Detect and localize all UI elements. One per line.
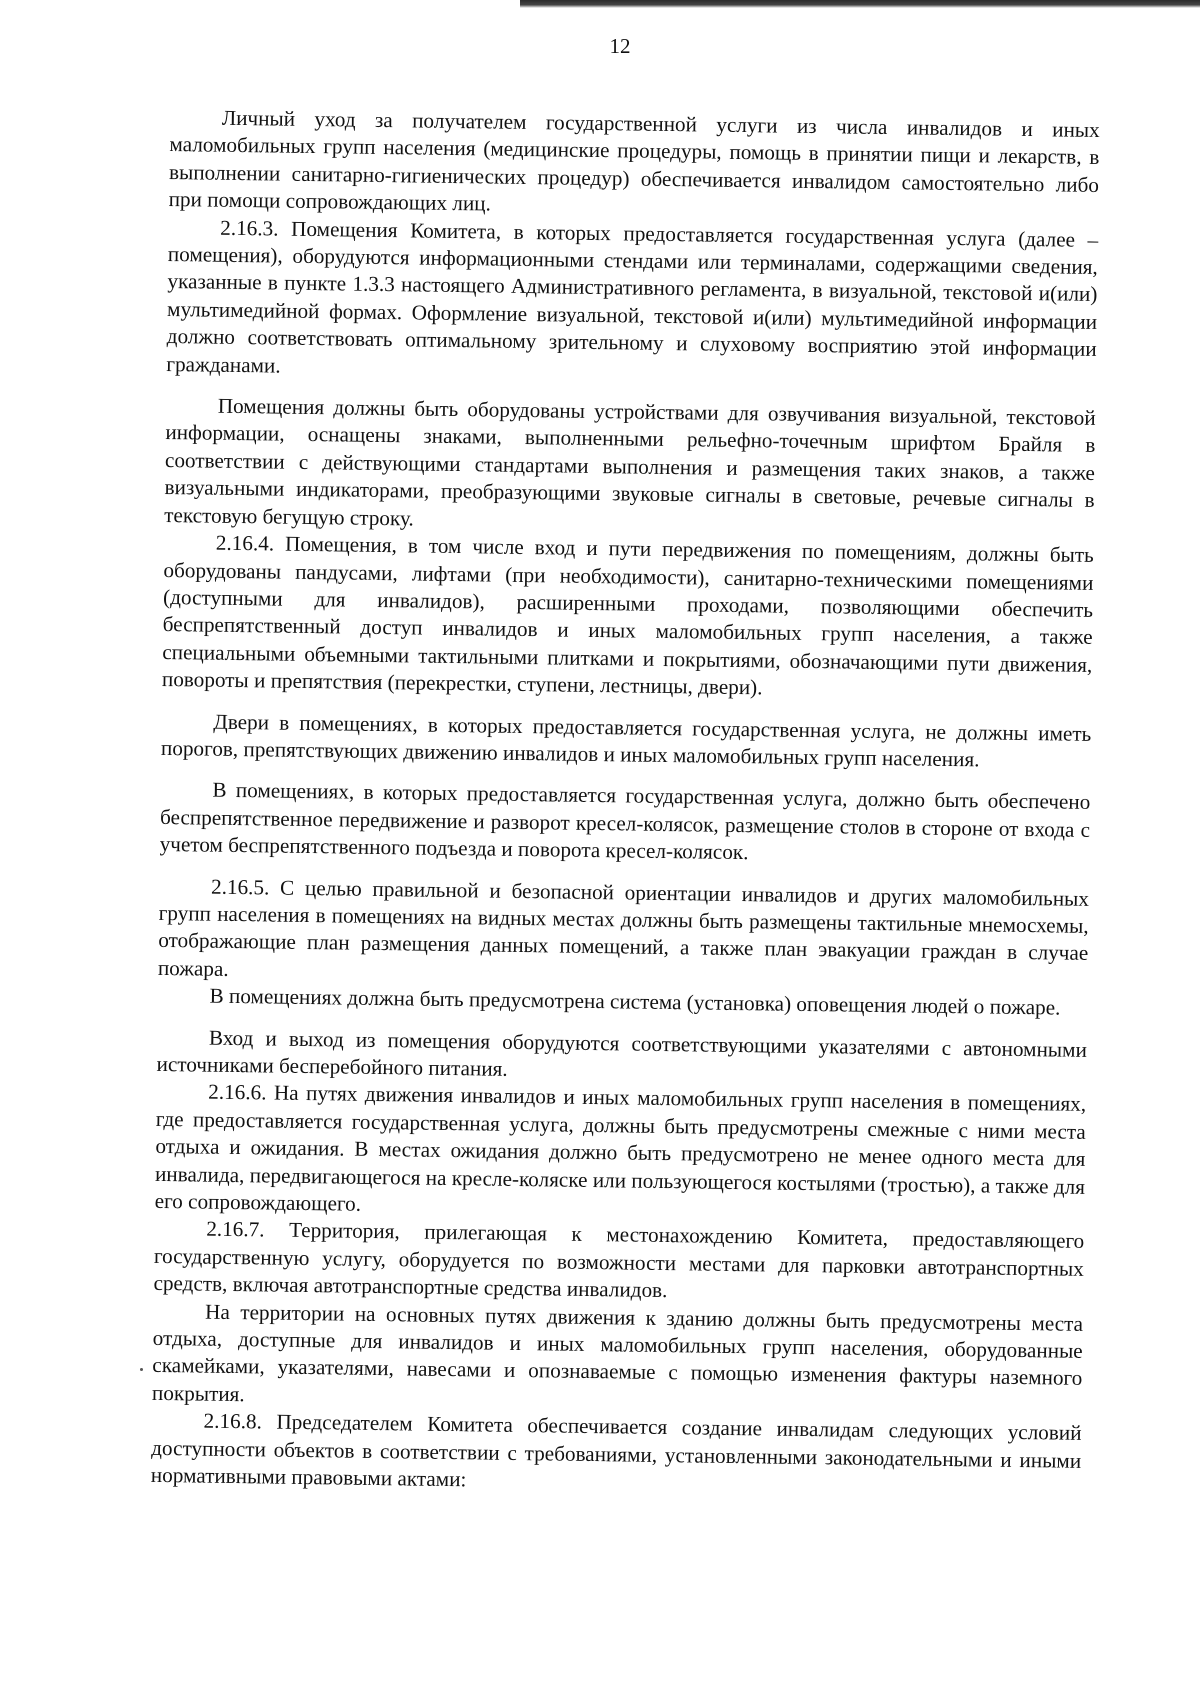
paragraph-audio-braille: Помещения должны быть оборудованы устройствами для озвучивания визуальной, текстовой информации, оснащены знаками, выполненными рельефно-точечным шрифтом Брайля в соответствии с действующими стандартами выполнения и размещения таких знаков, а также визуальными индикаторами, преобразующими звуковые сигналы в световые, речевые сигналы в текстовую бегущую строку. bbox=[164, 393, 1096, 531]
paragraph-2-16-3: 2.16.3. Помещения Комитета, в которых предоставляется государственная услуга (далее – помещения), оборудуются информационными стендами или терминалами, содержащими сведения, указанные в пункте 1.3.3 настоящего Административного регламента, в визуальной, текстовой и(или) мультимедийной формах. Оформление визуальной, текстовой и(или) мультимедийной информации должно соответствовать оптимальному зрительному и слуховому восприятию этой информации гражданами. bbox=[166, 215, 1099, 378]
paragraph-2-16-7: 2.16.7. Территория, прилегающая к местонахождению Комитета, предоставляющего государственную услугу, оборудуется по возможности местами для парковки автотранспортных средств, включая автотранспортные средства инвалидов. bbox=[153, 1217, 1085, 1303]
paragraph-entrance-exit: Вход и выход из помещения оборудуются соответствующими указателями с автономными источниками бесперебойного питания. bbox=[156, 1025, 1088, 1081]
paragraph-2-16-8: 2.16.8. Председателем Комитета обеспечивается создание инвалидам следующих условий доступности объектов в соответствии с требованиями, установленными законодательными и иными нормативными правовыми актами: bbox=[150, 1408, 1082, 1492]
paragraph-2-16-5: 2.16.5. С целью правильной и безопасной ориентации инвалидов и других маломобильных групп населения в помещениях на видных местах должны быть размещены тактильные мнемосхемы, отображающие план размещения данных помещений, а также план эвакуации граждан в случае пожара. bbox=[157, 874, 1090, 981]
paragraph-2-16-6: 2.16.6. На путях движения инвалидов и иных маломобильных групп населения в помещениях, где предоставляется государственная услуга, должны быть предусмотрены смежные с ними места отдыха и ожидания. В местах ожидания должно быть предусмотрено не менее одного места для инвалида, передвигающегося на кресле-коляске или пользующегося костылями (тростью), а также для его сопровождающего. bbox=[154, 1080, 1087, 1216]
page-number: 12 bbox=[609, 34, 631, 58]
paragraph-fire-alarm: В помещениях должна быть предусмотрена система (установка) оповещения людей о пожаре. bbox=[209, 983, 1061, 1020]
document-body bbox=[151, 104, 1100, 1502]
scan-speck bbox=[140, 1368, 143, 1371]
paragraph-personal-care: Личный уход за получателем государственной услуги из числа инвалидов и иных маломобильных групп населения (медицинские процедуры, помощь в принятии пищи и лекарств, в выполнении санитарно-гигиенических процедур) обеспечивается инвалидом самостоятельно либо при помощи сопровождающих лиц. bbox=[168, 105, 1100, 216]
paragraph-rest-areas: На территории на основных путях движения к зданию должны быть предусмотрены места отдыха, доступные для инвалидов и иных маломобильных групп населения, оборудованные скамейками, указателями, навесами и опознаваемые с помощью изменения фактуры наземного покрытия. bbox=[151, 1299, 1084, 1407]
paragraph-2-16-4: 2.16.4. Помещения, в том числе вход и пути передвижения по помещениям, должны быть оборудованы пандусами, лифтами (при необходимости), санитарно-техническими помещениями (доступными для инвалидов), расширенными проходами, позволяющими обеспечить беспрепятственный доступ инвалидов и иных маломобильных групп населения, а также специальными объемными тактильными плитками и покрытиями, обозначающими пути движения, повороты и препятствия (перекрестки, ступени, лестницы, двери). bbox=[161, 530, 1094, 700]
scan-edge-shadow bbox=[520, 0, 1200, 8]
paragraph-wheelchairs: В помещениях, в которых предоставляется государственная услуга, должно быть обеспечено беспрепятственное передвижение и разворот кресел-колясок, размещение столов в стороне от входа с учетом беспрепятственного подъезда и поворота кресел-колясок. bbox=[159, 778, 1091, 865]
paragraph-doors: Двери в помещениях, в которых предоставляется государственная услуга, не должны иметь порогов, препятствующих движению инвалидов и иных маломобильных групп населения. bbox=[160, 709, 1092, 772]
